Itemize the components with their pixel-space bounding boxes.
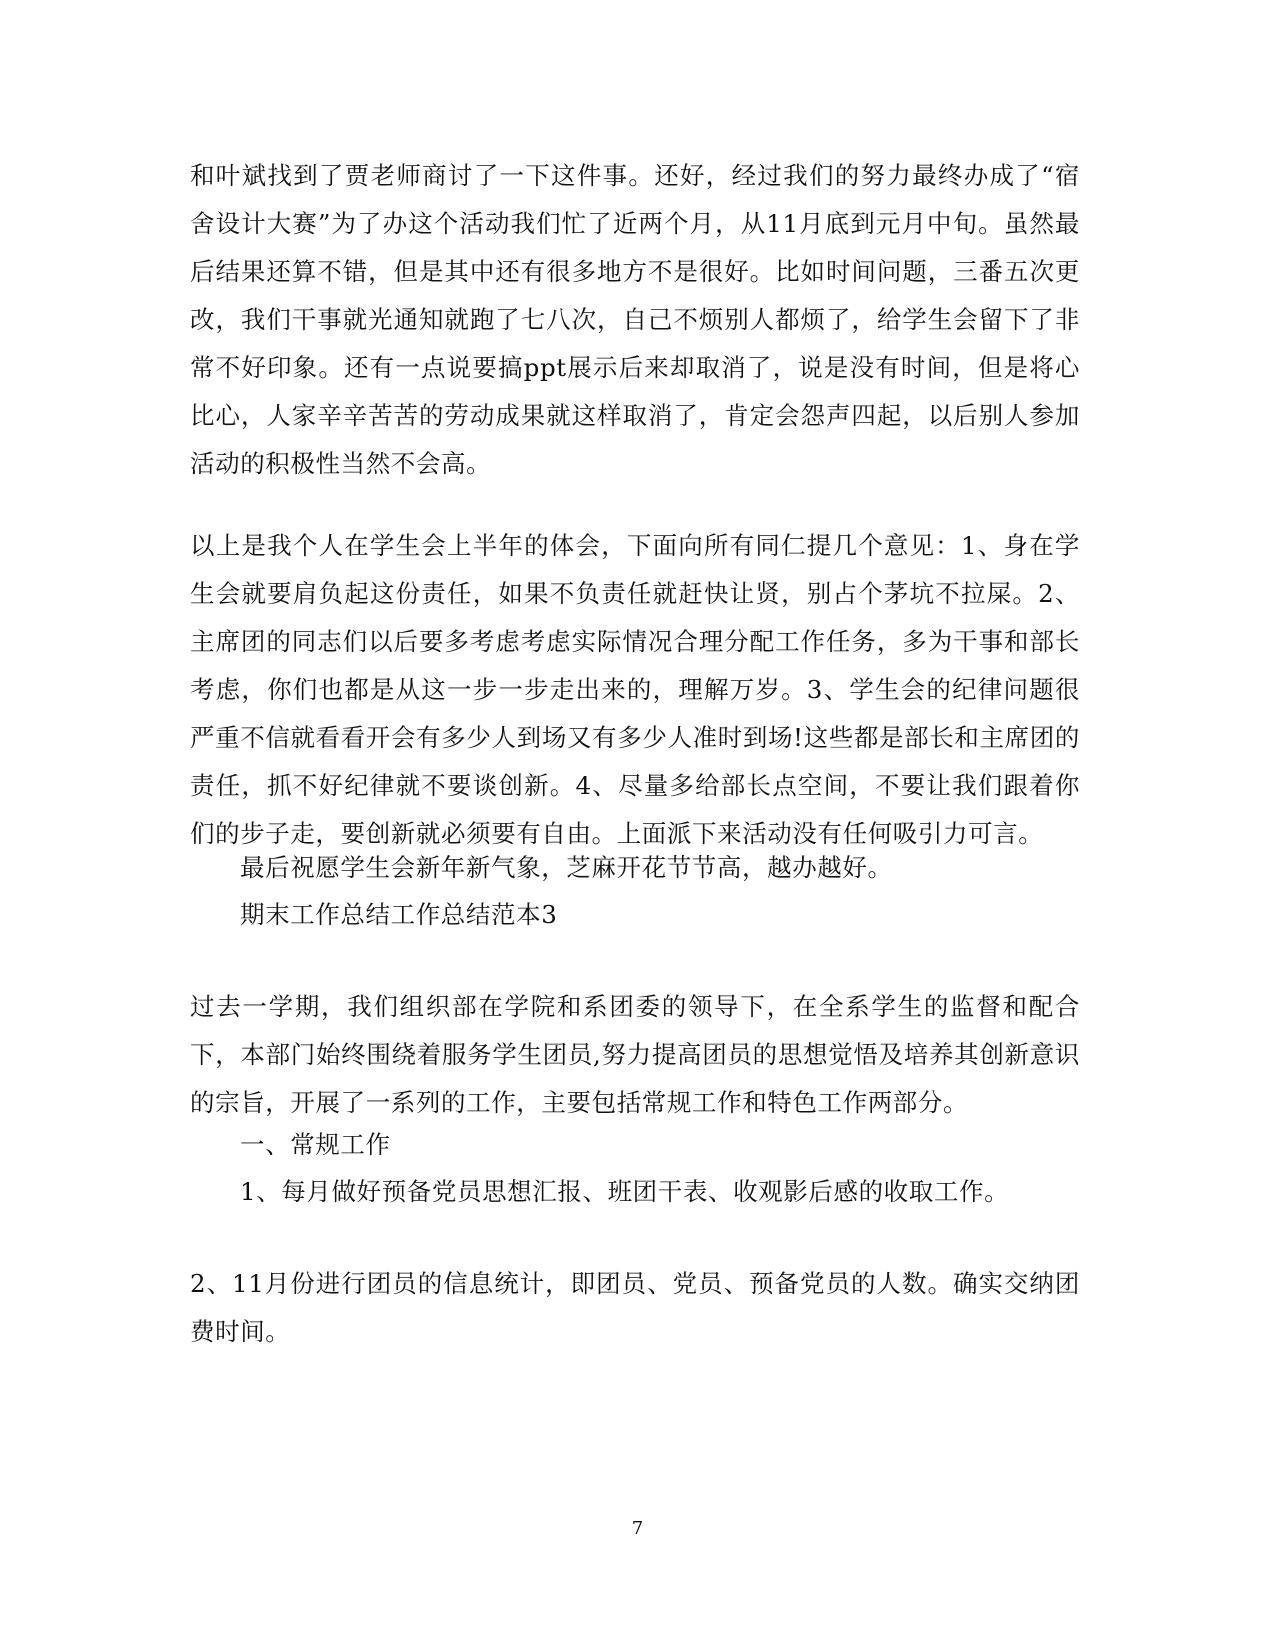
page-number: 7 <box>631 1518 644 1539</box>
paragraph-wishes: 最后祝愿学生会新年新气象，芝麻开花节节高，越办越好。 <box>240 853 893 882</box>
paragraph-dorm-contest: 和叶斌找到了贾老师商讨了一下这件事。还好，经过我们的努力最终办成了“宿舍设计大赛”为了办这个活动我们忙了近两个月，从11月底到元月中旬。虽然最后结果还算不错，但是其中还有很多地方不是很好。比如时间问题，三番五次更改，我们干事就光通知就跑了七八次，自己不烦别人都烦了，给学生会留下了非常不好印象。还有一点说要搞ppt展示后来却取消了，说是没有时间，但是将心比心，人家辛辛苦苦的劳动成果就这样取消了，肯定会怨声四起，以后别人参加活动的积极性当然不会高。 <box>190 161 1080 478</box>
paragraph-opinions: 以上是我个人在学生会上半年的体会，下面向所有同仁提几个意见：1、身在学生会就要肩负起这份责任，如果不负责任就赶快让贤，别占个茅坑不拉屎。2、主席团的同志们以后要多考虑考虑实际情况合理分配工作任务，多为干事和部长考虑，你们也都是从这一步一步走出来的，理解万岁。3、学生会的纪律问题很严重不信就看看开会有多少人到场又有多少人准时到场!这些都是部长和主席团的责任，抓不好纪律就不要谈创新。4、尽量多给部长点空间，不要让我们跟着你们的步子走，要创新就必须要有自由。上面派下来活动没有任何吸引力可言。 <box>190 531 1080 848</box>
paragraph-intro-semester: 过去一学期，我们组织部在学院和系团委的领导下，在全系学生的监督和配合下，本部门始终围绕着服务学生团员,努力提高团员的思想觉悟及培养其创新意识的宗旨，开展了一系列的工作，主要包括常规工作和特色工作两部分。 <box>190 992 1080 1117</box>
heading-routine-work: 一、常规工作 <box>240 1130 391 1159</box>
list-item-2: 2、11月份进行团员的信息统计，即团员、党员、预备党员的人数。确实交纳团费时间。 <box>190 1269 1080 1346</box>
section-heading-sample-3: 期末工作总结工作总结范本3 <box>240 900 558 929</box>
list-item-1: 1、每月做好预备党员思想汇报、班团干表、收观影后感的收取工作。 <box>240 1177 1010 1206</box>
